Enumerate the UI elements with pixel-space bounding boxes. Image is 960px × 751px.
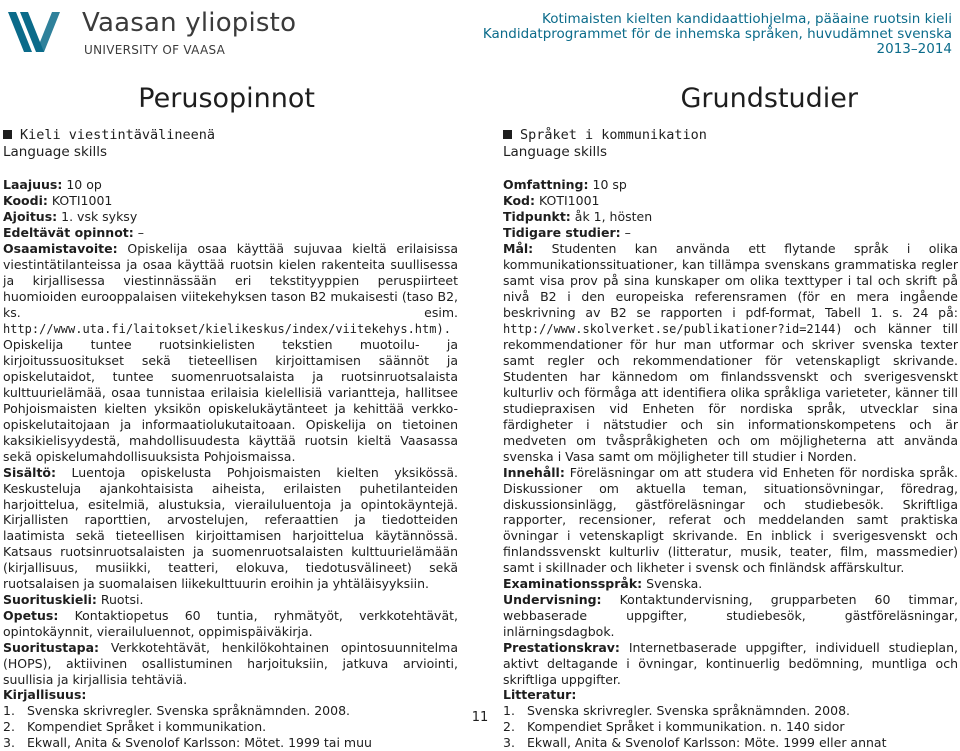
column-title: Grundstudier [680,83,858,114]
course-subtitle: Language skills [3,143,108,160]
university-logo[interactable] [6,8,297,58]
course-heading [503,127,958,160]
field-label: Osaamistavoite: [3,241,118,257]
paragraph-text: Verkkotehtävät, henkilökohtainen opintosuunnitelma (HOPS), aktiivinen osallistuminen harjoituksiin, jatkuva arviointi, suullisia ja kirjallisia tehtäviä. [3,639,458,687]
field-value: KOTI1001 [51,193,113,209]
paragraph-text: Kontaktundervisning, grupparbeten 60 timmar, webbaserade uppgifter, studiebesök, gästföreläsningar, inlärningsdagbok. [503,591,958,639]
field-label: Suorituskieli: [3,591,97,607]
paragraph-text: Föreläsningar om att studera vid Enheten för nordiska språk. Diskussioner om aktuella teman, situationsövningar, föredrag, diskussionsinlägg, gästföreläsningar och studiebesök. Skriftliga rapporter, recensioner, referat och meddelanden samt praktiska övningar i vetenskapligt skrivande. En inblick i sverigesvenskt och finlandssvenskt kulturliv (litteratur, musik, teater, film, massmedier) samt i skillnader och likheter i svensk och finländsk affärskultur. [503,464,958,576]
list-number: 1. [3,703,15,719]
square-bullet-icon [503,130,512,139]
field-label: Prestationskrav: [503,639,620,655]
list-item [3,735,458,751]
field-label: Tidigare studier: [503,225,621,241]
list-text: Kompendiet Språket i kommunikation. n. 140 sidor [527,719,845,735]
logo-subtitle: UNIVERSITY OF VAASA [84,43,226,57]
paragraph-text: Kontaktiopetus 60 tuntia, ryhmätyöt, verkkotehtävät, opintokäynnit, vierailuluennot, oppimispäiväkirja. [3,607,458,639]
list-text: Svenska skrivregler. Svenska språknämnden. 2008. [27,703,351,719]
field-value: 1. vsk syksy [61,209,138,225]
swedish-column [503,84,958,751]
reference-link[interactable]: http://www.skolverket.se/publikationer?id=2144) [503,321,843,336]
field-label: Mål: [503,241,534,257]
field-label: Opetus: [3,607,59,623]
paragraph-text: Luentoja opiskelusta Pohjoismaisten kielten yksikössä. Keskusteluja ajankohtaisista aiheista, erilaisten puhetilanteiden harjoittelua, esitelmiä, alustuksia, vierailuluentoja ja opintokäyntejä. Kirjallisten raporttien, arvostelujen, referaattien ja tiedotteiden laatimista sekä tieteellisen kirjoittamisen harjoittelua käytännössä. Katsaus ruotsinruotsalaisten ja suomenruotsalaisten kulttuurielämään (kirjallisuus, musiikki, teatteri, elokuva, tiedotusvälineet) sekä ruotsalaisen ja suomalaisen liikekulttuurin eroihin ja yhtäläisyyksiin. [3,464,458,592]
paragraph-text: Opiskelija osaa käyttää sujuvaa kieltä erilaisissa viestintätilanteissa ja osaa käyttää ruotsin kielen rakenteita suullisessa ja kirjallisessa viestinnässään eri tekstityyppien peruspiirteet huomioiden eurooppalaisen viitekehyksen tason B2 mukaisesti (taso B2, ks. esim. [3,241,458,320]
field-value: – [624,225,631,241]
header-line-1: Kotimaisten kielten kandidaattiohjelma, pääaine ruotsin kieli [542,11,952,27]
document-header [483,12,952,57]
header-academic-year: 2013–2014 [876,41,952,57]
field-label: Kod: [503,193,536,209]
list-number: 3. [3,735,15,751]
field-label: Undervisning: [503,591,602,607]
field-value: 10 op [66,177,102,193]
field-value: KOTI1001 [539,193,600,209]
field-label: Koodi: [3,193,48,209]
vaasa-logo-mark-icon [6,10,70,54]
reference-link[interactable]: http://www.uta.fi/laitokset/kielikeskus/index/viitekehys.htm). [3,321,451,336]
course-description [3,177,458,751]
list-text: Ekwall, Anita & Svenolof Karlsson: Möte. 1999 eller annat [527,735,887,751]
course-heading [3,127,458,160]
list-number: 2. [503,719,515,735]
course-subtitle: Language skills [503,143,608,160]
course-title: Språket i kommunikation [520,127,707,143]
field-label: Innehåll: [503,464,565,480]
list-text: Kompendiet Språket i kommunikation. [27,719,267,735]
paragraph-text: Opiskelija tuntee ruotsinkielisten tekstien muotoilu- ja kirjoitussuositukset sekä tieteellisen kirjoittamisen säännöt ja opiskelutaidot, tuntee suomenruotsalaista ja ruotsinruotsalaista kulttuurielämää, osaa tunnistaa erilaisia kielellisiä variantteja, hallitsee Pohjoismaisten kielten yksikön opiskelukäytänteet ja kehittää verkko-opiskelutaitojaan ja informaatiolukutaitoaan. Opiskelija on tietoinen kaksikielisyydestä, mahdollisuudesta käyttää ruotsin kieltä Vaasassa sekä opiskelumahdollisuuksista Pohjoismaissa. [3,337,458,464]
finnish-column [3,84,458,751]
square-bullet-icon [3,130,12,139]
page-number: 11 [471,710,489,725]
list-number: 3. [503,735,515,751]
paragraph-text: Studenten kan använda ett flytande språk i olika kommunikationssituationer, kan tillämpa svenskans grammatiska regler samt visa prov på sina kunskaper om olika texttyper i tal och skrift på nivå B2 i den europeiska referensramen (för en mera ingående beskrivning av B2 se rapporten i pdf-format, Tabell 1. s. 24 på: [503,241,958,320]
header-line-2: Kandidatprogrammet för de inhemska språken, huvudämnet svenska [482,26,952,42]
field-label: Sisältö: [3,464,57,480]
list-text: Ekwall, Anita & Svenolof Karlsson: Mötet. 1999 tai muu [27,735,372,751]
field-label: Suoritustapa: [3,639,100,655]
field-label: Edeltävät opinnot: [3,225,134,241]
list-number: 2. [3,719,15,735]
field-value: – [137,225,144,241]
logo-name: Vaasan yliopisto [82,8,297,38]
paragraph-text: Internetbaserade uppgifter, individuell studieplan, aktivt deltagande i övningar, kontinuerlig bedömning, muntliga och skriftliga uppgifter. [503,639,958,687]
field-label: Ajoitus: [3,209,58,225]
paragraph-text: och känner till rekommendationer för hur man utformar och skriver svenska texter samt regler och rekommendationer för vetenskapligt skrivande. Studenten har kännedom om finlandssvenskt och sverigesvenskt kulturliv och förmåga att identifiera olika språkliga varieteter, känner till studiepraxisen vid Enheten för nordiska språk, utvecklar sina färdigheter i nätstudier och sin informationskompetens och är medveten om tvåspråkigheten och om möjligheterna att använda svenska i Vasa samt om möjligheter till studier i Norden. [503,320,958,464]
field-label: Laajuus: [3,177,63,193]
field-label: Examinationsspråk: [503,576,643,592]
course-title: Kieli viestintävälineenä [20,127,216,143]
field-label: Omfattning: [503,177,589,193]
field-value: Ruotsi. [100,591,144,607]
field-value: 10 sp [592,177,627,193]
list-number: 1. [503,703,515,719]
list-item [503,735,958,751]
list-text: Svenska skrivregler. Svenska språknämnden. 2008. [527,703,851,719]
column-title: Perusopinnot [138,83,315,114]
field-value: Svenska. [646,576,703,592]
course-description [503,177,958,751]
field-value: åk 1, hösten [574,209,653,225]
field-label: Litteratur: [503,687,577,703]
field-label: Kirjallisuus: [3,687,87,703]
field-label: Tidpunkt: [503,209,571,225]
